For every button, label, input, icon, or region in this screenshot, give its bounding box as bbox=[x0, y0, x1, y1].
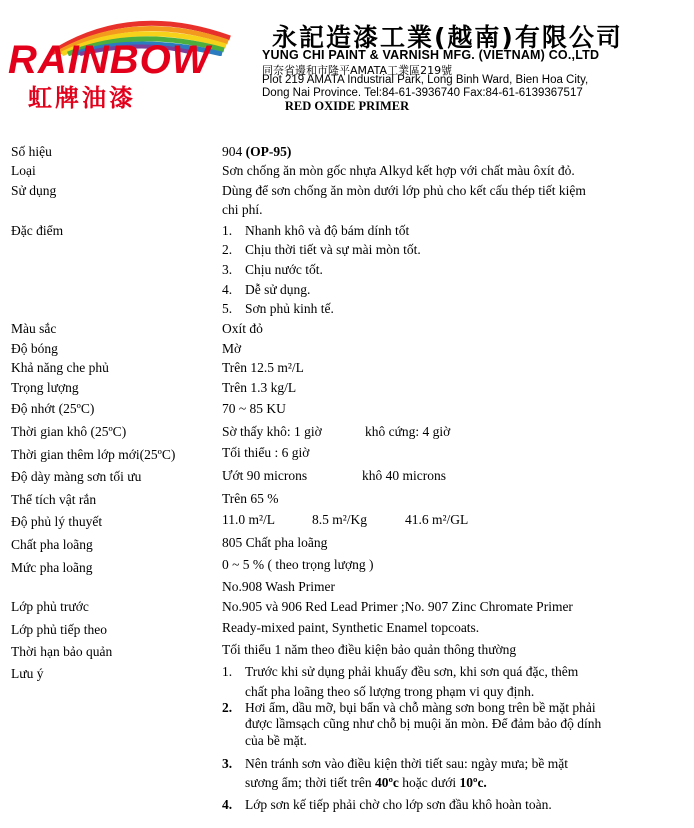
label-code: Số hiệu bbox=[11, 144, 52, 159]
feature-number: 3. bbox=[222, 262, 233, 277]
feature-text: Chịu nước tốt. bbox=[245, 262, 323, 277]
value-thin-rate: 0 ~ 5 % ( theo trọng lượng ) bbox=[222, 557, 374, 572]
feature-number: 5. bbox=[222, 301, 233, 316]
note-text: Lớp sơn kế tiếp phải chờ cho lớp sơn đầu khô hoàn toàn. bbox=[245, 797, 552, 812]
feature-number: 4. bbox=[222, 282, 233, 297]
value-thickness-dry: khô 40 microns bbox=[362, 468, 446, 483]
label-dry-time: Thời gian khô (25ºC) bbox=[11, 424, 127, 439]
note-text: Trước khi sử dụng phải khuấy đều sơn, khi sơn quá đặc, thêm bbox=[245, 664, 579, 679]
label-color: Màu sắc bbox=[11, 321, 57, 336]
label-solids: Thể tích vật rắn bbox=[11, 492, 97, 507]
note-number: 3. bbox=[222, 756, 233, 771]
value-solids: Trên 65 % bbox=[222, 491, 279, 506]
feature-text: Chịu thời tiết và sự mài mòn tốt. bbox=[245, 242, 421, 257]
feature-text: Nhanh khô và độ bám dính tốt bbox=[245, 223, 410, 238]
label-next-coat: Lớp phủ tiếp theo bbox=[11, 622, 107, 637]
value-shelf-life: Tối thiểu 1 năm theo điều kiện bảo quản thông thường bbox=[222, 642, 517, 657]
label-hiding: Khả năng che phủ bbox=[11, 360, 109, 375]
value-viscosity: 70 ~ 85 KU bbox=[222, 401, 286, 416]
value-previous-coat: No.905 và 906 Red Lead Primer ;No. 907 Zinc Chromate Primer bbox=[222, 599, 573, 614]
value-code: 904 (OP-95) bbox=[222, 144, 292, 159]
label-thinner: Chất pha loãng bbox=[11, 537, 93, 552]
label-notes: Lưu ý bbox=[11, 666, 44, 681]
value-dry-touch: Sờ thấy khô: 1 giờ bbox=[222, 424, 322, 439]
note-number: 1. bbox=[222, 664, 233, 679]
brand-logo-text: RAINBOW bbox=[8, 38, 211, 82]
value-usage-line1: Dùng để sơn chống ăn mòn dưới lớp phủ cho kết cấu thép tiết kiệm bbox=[222, 183, 586, 198]
value-coverage-gl: 41.6 m²/GL bbox=[405, 512, 469, 527]
value-usage-line2: chi phí. bbox=[222, 202, 263, 217]
value-thinner: 805 Chất pha loãng bbox=[222, 535, 328, 550]
value-hiding: Trên 12.5 m²/L bbox=[222, 360, 304, 375]
document-title: RED OXIDE PRIMER bbox=[284, 99, 410, 113]
value-color: Oxít đỏ bbox=[222, 321, 263, 336]
note-text: chất pha loãng theo số lượng trong phạm vi quy định. bbox=[245, 684, 535, 699]
feature-number: 1. bbox=[222, 223, 233, 238]
note-text: được lầmsạch cũng như chỗ bị muội ăn mòn. Để đảm bảo độ dính bbox=[245, 716, 602, 731]
label-recoat: Thời gian thêm lớp mới(25ºC) bbox=[11, 447, 176, 462]
value-weight: Trên 1.3 kg/L bbox=[222, 380, 297, 395]
feature-number: 2. bbox=[222, 242, 233, 257]
company-name-english: YUNG CHI PAINT & VARNISH MFG. (VIETNAM) CO.,LTD bbox=[262, 48, 600, 62]
label-usage: Sử dụng bbox=[11, 183, 57, 198]
value-coverage-l: 11.0 m²/L bbox=[222, 512, 276, 527]
feature-text: Dễ sử dụng. bbox=[245, 282, 311, 297]
brand-logo-chinese: 虹牌油漆 bbox=[28, 84, 136, 112]
label-viscosity: Độ nhớt (25ºC) bbox=[11, 401, 95, 416]
value-coverage-kg: 8.5 m²/Kg bbox=[312, 512, 368, 527]
label-weight: Trọng lượng bbox=[11, 380, 79, 395]
value-recoat: Tối thiểu : 6 giờ bbox=[222, 445, 310, 460]
note-text: Nên tránh sơn vào điều kiện thời tiết sau: ngày mưa; bề mặt bbox=[245, 756, 569, 771]
note-number: 4. bbox=[222, 797, 233, 812]
note-text: Hơi ẩm, dầu mỡ, bụi bẩn và chỗ màng sơn bong trên bề mặt phải bbox=[245, 700, 596, 715]
note-number: 2. bbox=[222, 700, 233, 715]
label-thin-rate: Mức pha loãng bbox=[11, 560, 93, 575]
value-thickness-wet: Ướt 90 microns bbox=[222, 468, 308, 483]
note-text: sương ẩm; thời tiết trên 40ºc hoặc dưới 10ºc. bbox=[245, 775, 487, 790]
value-next-coat: Ready-mixed paint, Synthetic Enamel topcoats. bbox=[222, 620, 480, 635]
label-coverage: Độ phủ lý thuyết bbox=[11, 514, 103, 529]
feature-text: Sơn phủ kinh tế. bbox=[245, 301, 334, 316]
value-dry-hard: khô cứng: 4 giờ bbox=[365, 424, 451, 439]
label-type: Loại bbox=[11, 163, 36, 178]
company-name-chinese: 永記造漆工業(越南)有限公司 bbox=[272, 23, 623, 52]
address-contact: Dong Nai Province. Tel:84-61-3936740 Fax:84-61-6139367517 bbox=[262, 87, 583, 99]
label-previous-coat: Lớp phủ trước bbox=[11, 599, 89, 614]
value-type: Sơn chống ăn mòn gốc nhựa Alkyd kết hợp với chất màu ôxít đỏ. bbox=[222, 163, 575, 178]
label-shelf-life: Thời hạn bảo quản bbox=[11, 644, 113, 659]
label-gloss: Độ bóng bbox=[11, 341, 58, 356]
label-thickness: Độ dày màng sơn tối ưu bbox=[11, 469, 142, 484]
value-gloss: Mờ bbox=[222, 341, 242, 356]
address-chinese: 同奈省邊和市隆平AMATA工業區219號 bbox=[262, 64, 453, 77]
label-features: Đặc điểm bbox=[11, 223, 64, 238]
address-english: Plot 219 AMATA Industrial Park, Long Binh Ward, Bien Hoa City, bbox=[262, 74, 589, 86]
note-text: của bề mặt. bbox=[245, 733, 307, 748]
value-wash-primer: No.908 Wash Primer bbox=[222, 579, 336, 594]
